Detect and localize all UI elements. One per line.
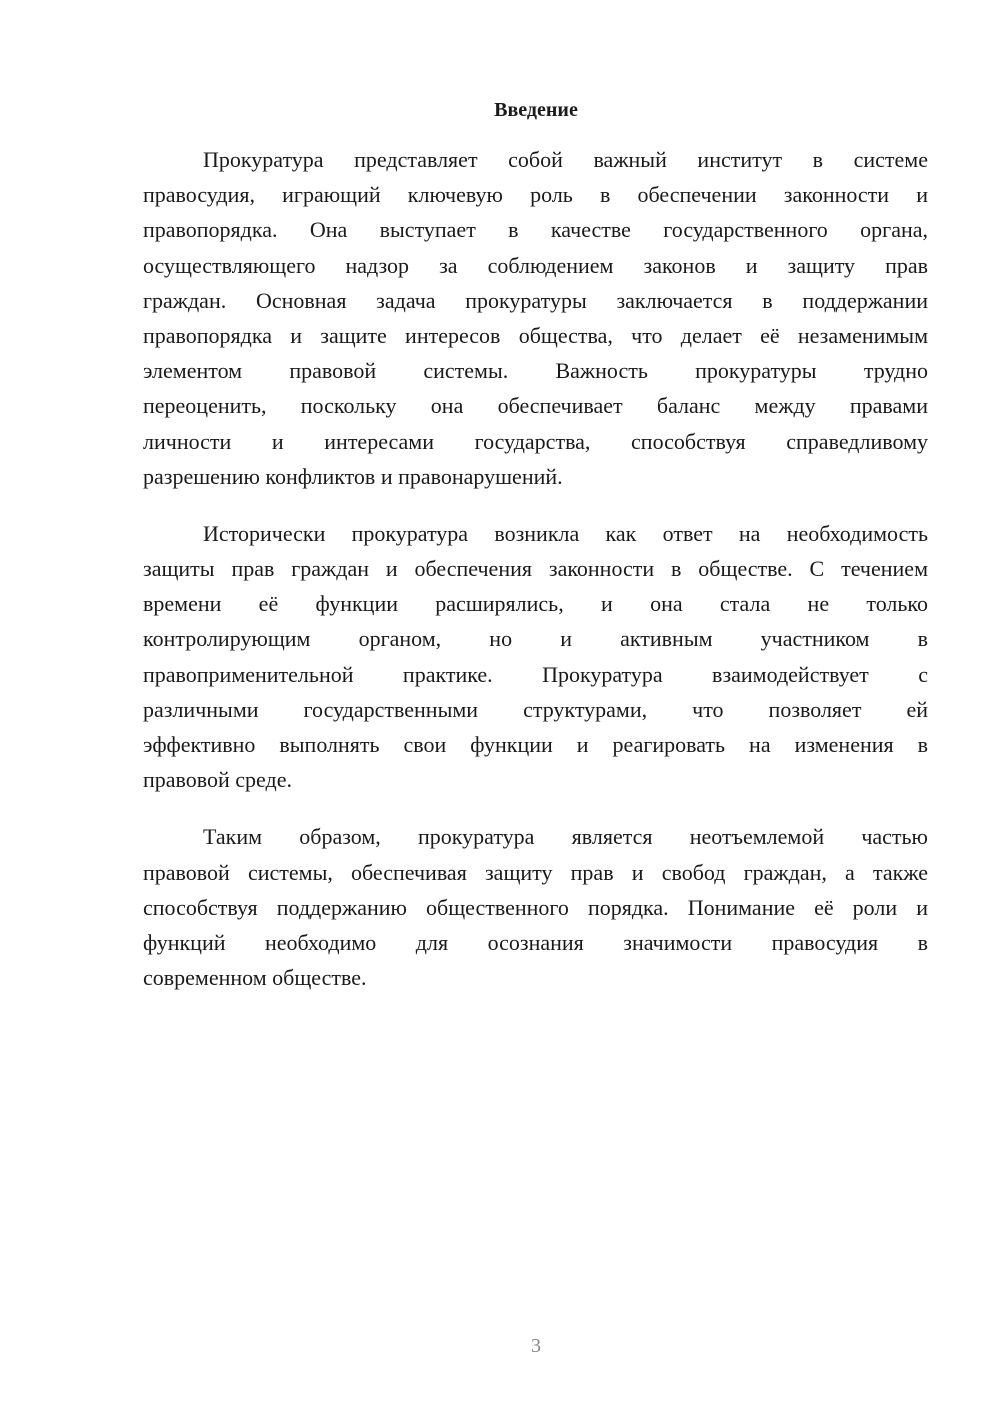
text-line: осуществляющего надзор за соблюдением законов и защиту прав xyxy=(143,252,928,278)
text-line: элементом правовой системы. Важность прокуратуры трудно xyxy=(143,358,928,384)
text-line: способствуя поддержанию общественного порядка. Понимание её роли и xyxy=(143,894,928,920)
text-line: Исторически прокуратура возникла как ответ на необходимость xyxy=(203,520,928,546)
text-line: правовой системы, обеспечивая защиту прав и свобод граждан, а также xyxy=(143,859,928,885)
text-line: различными государственными структурами, что позволяет ей xyxy=(143,696,928,722)
text-line: функций необходимо для осознания значимости правосудия в xyxy=(143,929,928,955)
text-line: граждан. Основная задача прокуратуры заключается в поддержании xyxy=(143,287,928,313)
text-line: Прокуратура представляет собой важный институт в системе xyxy=(203,147,928,172)
text-line: разрешению конфликтов и правонарушений. xyxy=(143,463,563,489)
paragraph xyxy=(143,516,928,798)
text-line: контролирующим органом, но и активным участником в xyxy=(143,626,928,652)
text-line: переоценить, поскольку она обеспечивает баланс между правами xyxy=(143,393,928,419)
text-line: правопорядка и защите интересов общества, что делает её незаменимым xyxy=(143,322,928,348)
section-title: Введение xyxy=(494,99,578,121)
text-line: правоприменительной практике. Прокуратура взаимодействует с xyxy=(143,661,928,687)
text-line: защиты прав граждан и обеспечения законности в обществе. С течением xyxy=(143,556,928,582)
text-line: личности и интересами государства, способствуя справедливому xyxy=(143,428,928,454)
text-line: Таким образом, прокуратура является неотъемлемой частью xyxy=(203,824,928,850)
text-line: правосудия, играющий ключевую роль в обеспечении законности и xyxy=(143,182,928,208)
page-number: 3 xyxy=(531,1335,541,1357)
text-line: современном обществе. xyxy=(143,965,367,991)
paragraph xyxy=(143,819,928,995)
document-body xyxy=(143,142,928,1017)
paragraph xyxy=(143,142,928,494)
text-line: правопорядка. Она выступает в качестве государственного органа, xyxy=(143,217,928,243)
text-line: времени её функции расширялись, и она стала не только xyxy=(143,591,928,617)
text-line: правовой среде. xyxy=(143,767,292,793)
text-line: эффективно выполнять свои функции и реагировать на изменения в xyxy=(143,732,928,757)
